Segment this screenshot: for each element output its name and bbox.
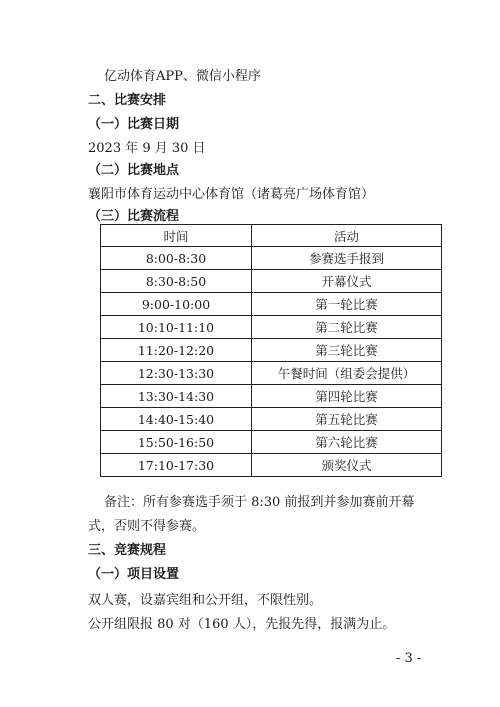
table-row — [101, 270, 442, 293]
activity-cell: 第五轮比赛 — [252, 408, 442, 431]
activity-cell: 颁奖仪式 — [252, 454, 442, 477]
time-cell: 17:10-17:30 — [101, 454, 252, 477]
activity-cell: 第一轮比赛 — [252, 293, 442, 316]
table-row — [101, 339, 442, 362]
table-row — [101, 247, 442, 270]
activity-cell: 第二轮比赛 — [252, 316, 442, 339]
table-row — [101, 362, 442, 385]
venue-value: 襄阳市体育运动中心体育馆（诸葛亮广场体育馆） — [88, 187, 375, 202]
flow-heading: （三）比赛流程 — [88, 209, 180, 224]
time-cell: 8:30-8:50 — [101, 270, 252, 293]
project-setup-heading: （一）项目设置 — [88, 567, 180, 582]
time-cell: 14:40-15:40 — [101, 408, 252, 431]
section-2-heading: 二、比赛安排 — [88, 93, 167, 108]
time-cell: 15:50-16:50 — [101, 431, 252, 454]
time-cell: 9:00-10:00 — [101, 293, 252, 316]
activity-cell: 第三轮比赛 — [252, 339, 442, 362]
time-cell: 11:20-12:20 — [101, 339, 252, 362]
date-heading: （一）比赛日期 — [88, 117, 180, 132]
project-setup-text-1: 双人赛，设嘉宾组和公开组，不限性别。 — [88, 593, 323, 608]
header-activity: 活动 — [252, 225, 442, 247]
table-row — [101, 454, 442, 477]
activity-cell: 参赛选手报到 — [252, 247, 442, 270]
activity-cell: 第六轮比赛 — [252, 431, 442, 454]
table-header-row — [101, 225, 442, 247]
date-value: 2023 年 9 月 30 日 — [88, 141, 206, 156]
table-row — [101, 431, 442, 454]
project-setup-text-2: 公开组限报 80 对（160 人），先报先得，报满为止。 — [88, 617, 396, 632]
time-cell: 12:30-13:30 — [101, 362, 252, 385]
page-number: - 3 - — [396, 651, 422, 666]
time-cell: 8:00-8:30 — [101, 247, 252, 270]
time-cell: 13:30-14:30 — [101, 385, 252, 408]
note-line-1: 备注：所有参赛选手须于 8:30 前报到并参加赛前开幕 — [104, 495, 415, 510]
table-row — [101, 385, 442, 408]
section-3-heading: 三、竞赛规程 — [88, 543, 167, 558]
time-cell: 10:10-11:10 — [101, 316, 252, 339]
schedule-table — [100, 224, 442, 477]
activity-cell: 午餐时间（组委会提供） — [252, 362, 442, 385]
activity-cell: 开幕仪式 — [252, 270, 442, 293]
app-line: 亿动体育APP、微信小程序 — [104, 69, 261, 84]
venue-heading: （二）比赛地点 — [88, 163, 180, 178]
table-row — [101, 293, 442, 316]
table-row — [101, 408, 442, 431]
note-line-2: 式，否则不得参赛。 — [88, 519, 206, 534]
activity-cell: 第四轮比赛 — [252, 385, 442, 408]
table-row — [101, 316, 442, 339]
header-time: 时间 — [101, 225, 252, 247]
